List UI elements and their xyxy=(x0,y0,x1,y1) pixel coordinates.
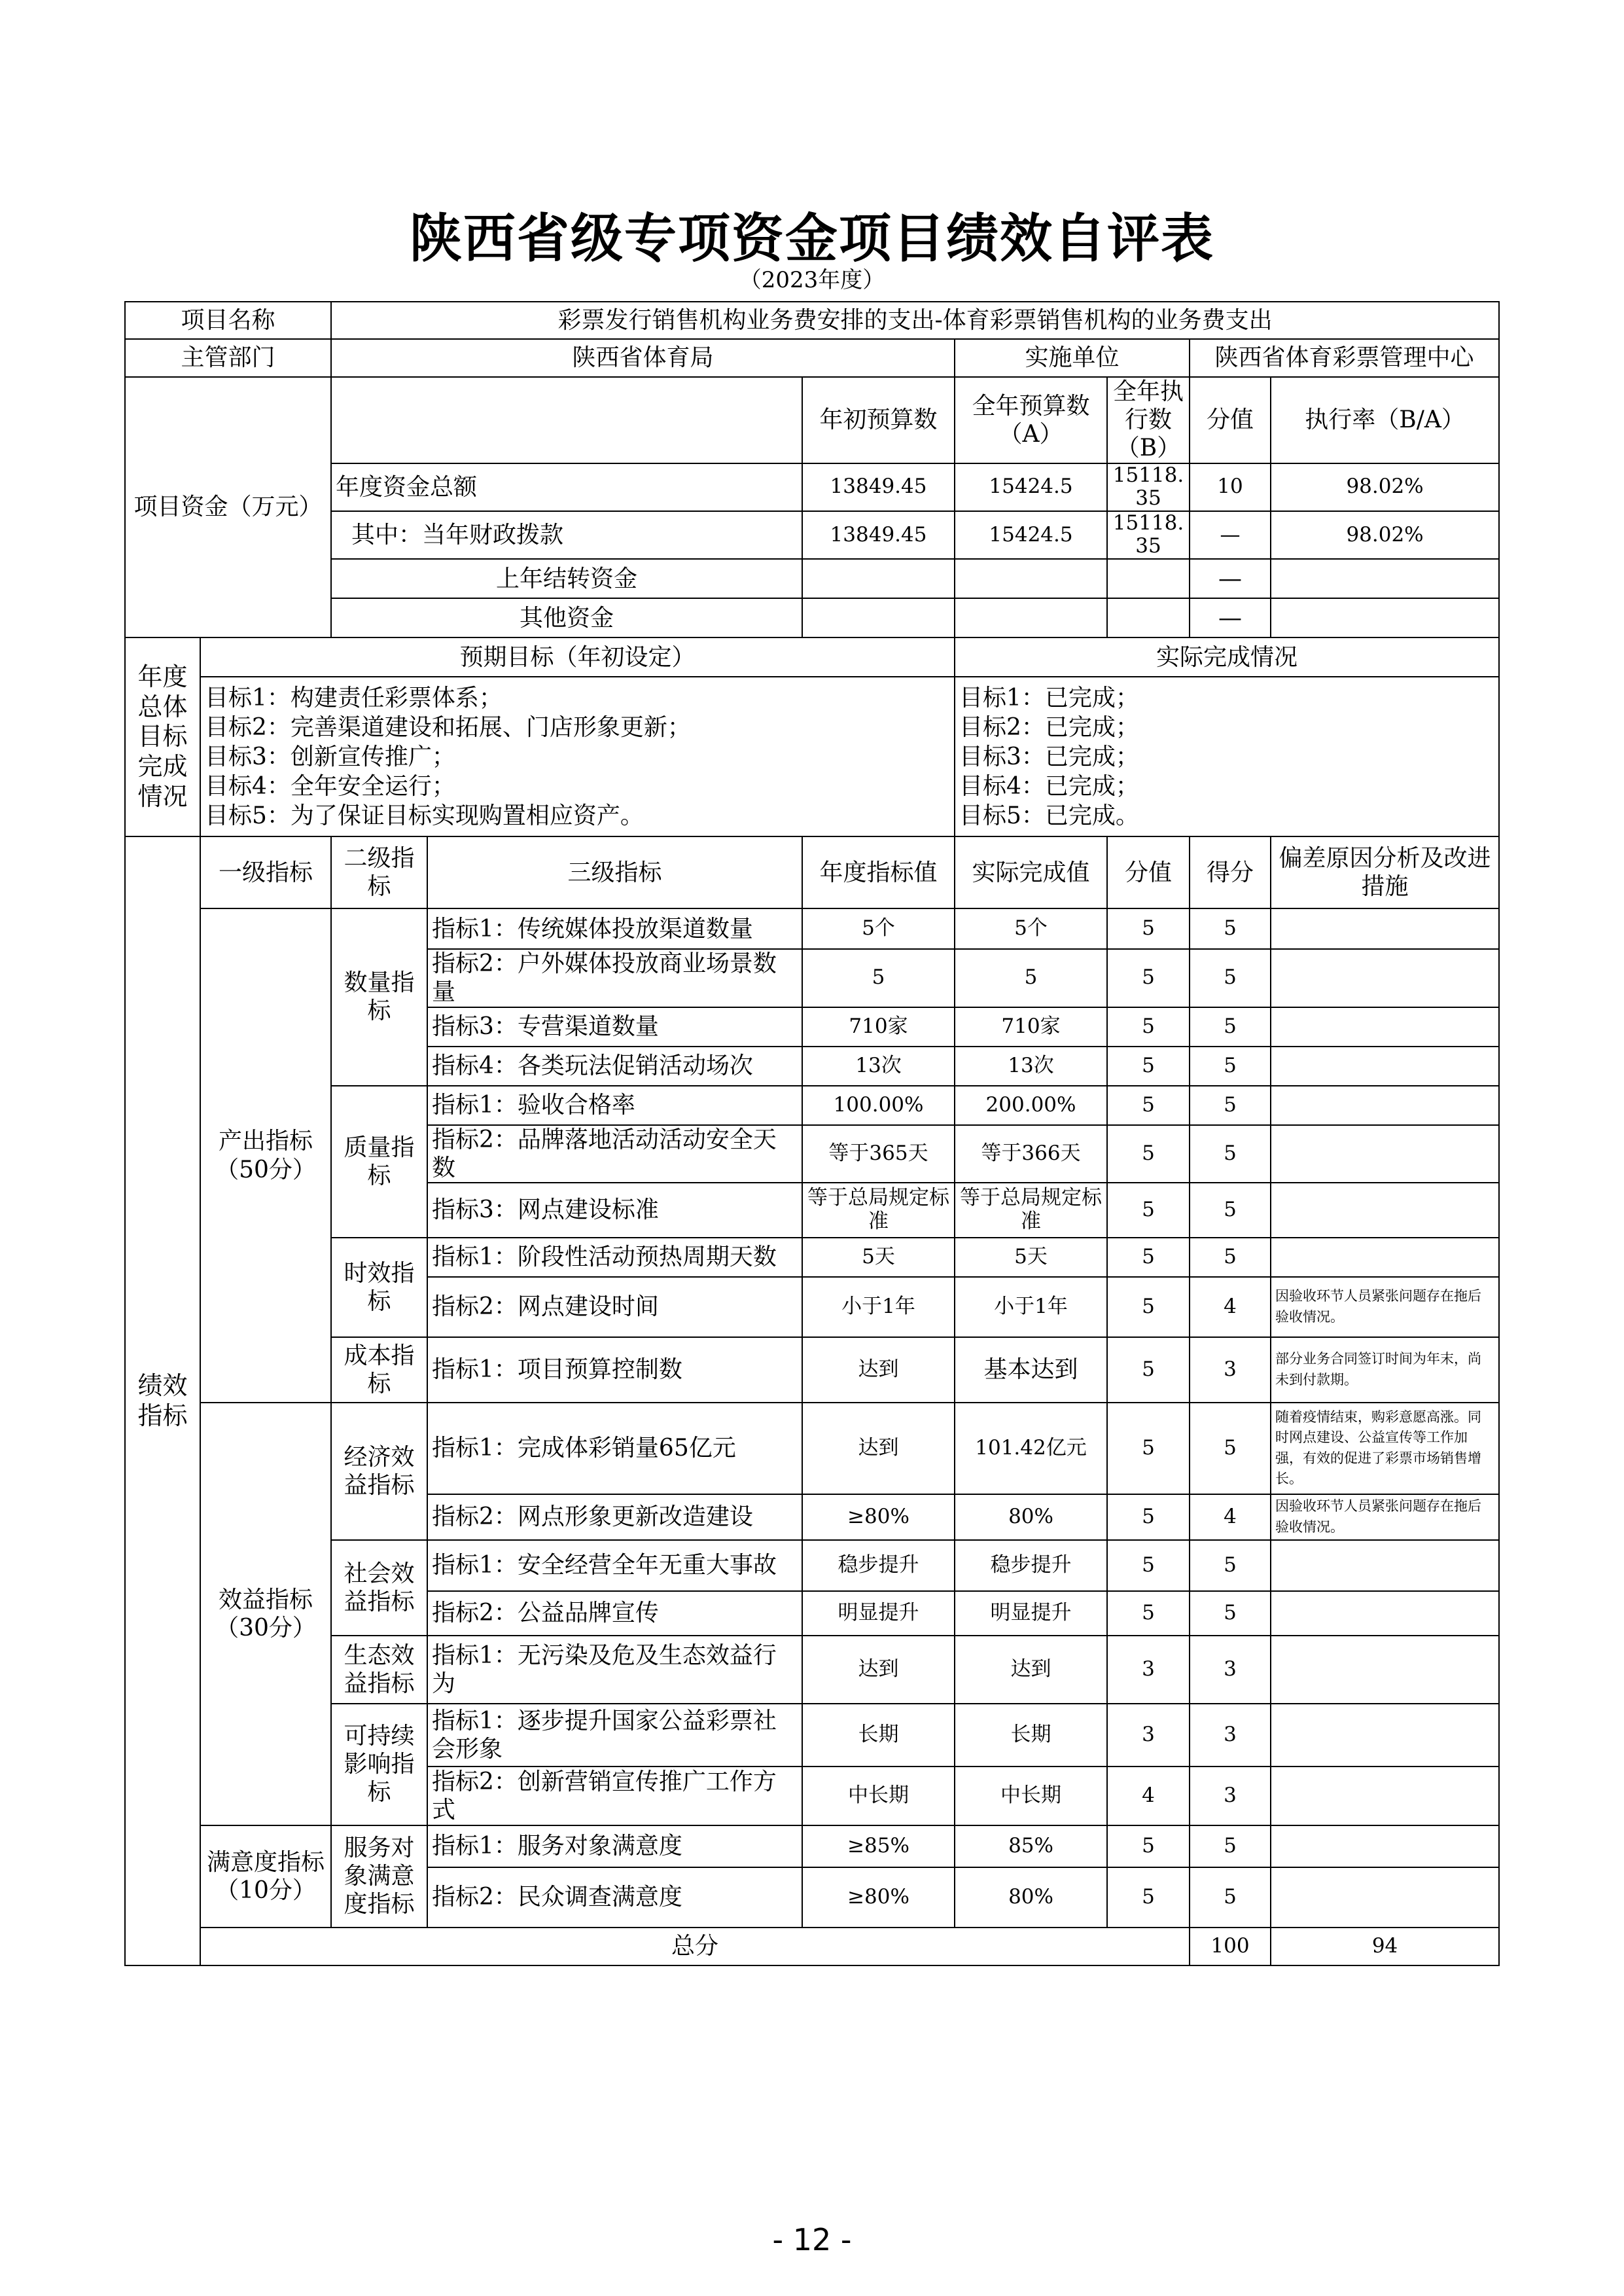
goals-actual-header: 实际完成情况 xyxy=(955,637,1499,677)
funds-header-initial: 年初预算数 xyxy=(802,377,955,463)
indicator-score: 5 xyxy=(1190,1047,1271,1086)
indicator-note xyxy=(1271,1825,1499,1867)
ind-header-actual: 实际完成值 xyxy=(955,836,1107,908)
indicator-score: 5 xyxy=(1190,1125,1271,1183)
funds-header-blank xyxy=(331,377,802,463)
total-label: 总分 xyxy=(200,1928,1190,1965)
funds-row-weight: — xyxy=(1190,559,1271,598)
indicator-score: 4 xyxy=(1190,1277,1271,1337)
indicator-note xyxy=(1271,1867,1499,1928)
indicator-note xyxy=(1271,1636,1499,1704)
indicator-note: 随着疫情结束，购彩意愿高涨。同时网点建设、公益宣传等工作加强，有效的促进了彩票市场销售增长。 xyxy=(1271,1403,1499,1494)
indicator-score: 3 xyxy=(1190,1337,1271,1403)
funds-header-annual: 全年预算数（A） xyxy=(955,377,1107,463)
group-benefit: 效益指标（30分） xyxy=(200,1403,331,1825)
indicator-note xyxy=(1271,1047,1499,1086)
indicator-name: 指标2：品牌落地活动活动安全天数 xyxy=(427,1125,802,1183)
indicator-note: 因验收环节人员紧张问题存在拖后验收情况。 xyxy=(1271,1494,1499,1540)
indicator-weight: 5 xyxy=(1107,1494,1190,1540)
indicator-weight: 5 xyxy=(1107,1540,1190,1591)
indicator-name: 指标4：各类玩法促销活动场次 xyxy=(427,1047,802,1086)
subgroup-quality: 质量指标 xyxy=(331,1086,427,1238)
page-number: - 12 - xyxy=(772,2222,852,2257)
subgroup-social: 社会效益指标 xyxy=(331,1540,427,1636)
indicator-target: 13次 xyxy=(802,1047,955,1086)
funds-row-rate: 98.02% xyxy=(1271,463,1499,511)
indicator-actual: 中长期 xyxy=(955,1767,1107,1825)
dept-label: 主管部门 xyxy=(125,339,331,377)
funds-header-rate: 执行率（B/A） xyxy=(1271,377,1499,463)
funds-label: 项目资金（万元） xyxy=(125,377,331,637)
subgroup-service: 服务对象满意度指标 xyxy=(331,1825,427,1928)
funds-row-initial xyxy=(802,598,955,637)
indicator-actual: 5 xyxy=(955,949,1107,1007)
indicator-score: 5 xyxy=(1190,1403,1271,1494)
indicator-target: 达到 xyxy=(802,1403,955,1494)
impl-label: 实施单位 xyxy=(955,339,1190,377)
indicator-actual: 达到 xyxy=(955,1636,1107,1704)
indicator-name: 指标2：户外媒体投放商业场景数量 xyxy=(427,949,802,1007)
total-score: 94 xyxy=(1271,1928,1499,1965)
subgroup-ecological: 生态效益指标 xyxy=(331,1636,427,1704)
indicator-target: ≥80% xyxy=(802,1494,955,1540)
indicator-actual: 等于总局规定标准 xyxy=(955,1183,1107,1238)
indicator-score: 3 xyxy=(1190,1704,1271,1767)
indicator-actual: 长期 xyxy=(955,1704,1107,1767)
indicator-name: 指标3：专营渠道数量 xyxy=(427,1007,802,1047)
indicator-note: 因验收环节人员紧张问题存在拖后验收情况。 xyxy=(1271,1277,1499,1337)
funds-row-rate xyxy=(1271,559,1499,598)
indicator-actual: 13次 xyxy=(955,1047,1107,1086)
indicator-actual: 等于366天 xyxy=(955,1125,1107,1183)
subgroup-cost: 成本指标 xyxy=(331,1337,427,1403)
subgroup-sustainable: 可持续影响指标 xyxy=(331,1704,427,1825)
ind-header-analysis: 偏差原因分析及改进措施 xyxy=(1271,836,1499,908)
goal-planned-item: 目标2：完善渠道建设和拓展、门店形象更新； xyxy=(205,713,691,741)
indicator-name: 指标1：阶段性活动预热周期天数 xyxy=(427,1238,802,1277)
indicator-note xyxy=(1271,949,1499,1007)
indicator-actual: 85% xyxy=(955,1825,1107,1867)
ind-header-level2: 二级指标 xyxy=(331,836,427,908)
indicator-score: 5 xyxy=(1190,1825,1271,1867)
goal-planned-item: 目标4：全年安全运行； xyxy=(205,772,455,800)
indicator-name: 指标2：公益品牌宣传 xyxy=(427,1591,802,1636)
total-weight: 100 xyxy=(1190,1928,1271,1965)
indicator-weight: 5 xyxy=(1107,1238,1190,1277)
indicators-label: 绩效指标 xyxy=(125,836,200,1965)
funds-row-initial: 13849.45 xyxy=(802,511,955,559)
funds-row-rate: 98.02% xyxy=(1271,511,1499,559)
ind-header-level3: 三级指标 xyxy=(427,836,802,908)
year-subtitle: （2023年度） xyxy=(739,267,885,293)
funds-row-executed: 15118.35 xyxy=(1107,463,1190,511)
indicator-name: 指标1：项目预算控制数 xyxy=(427,1337,802,1403)
indicator-weight: 5 xyxy=(1107,908,1190,949)
funds-header-executed: 全年执行数（B） xyxy=(1107,377,1190,463)
goal-actual-item: 目标5：已完成。 xyxy=(959,802,1139,829)
indicator-target: 达到 xyxy=(802,1636,955,1704)
indicator-target: ≥85% xyxy=(802,1825,955,1867)
funds-row-executed xyxy=(1107,559,1190,598)
goals-planned-header: 预期目标（年初设定） xyxy=(200,637,955,677)
indicator-actual: 5天 xyxy=(955,1238,1107,1277)
indicator-target: 小于1年 xyxy=(802,1277,955,1337)
indicator-actual: 5个 xyxy=(955,908,1107,949)
indicator-score: 3 xyxy=(1190,1636,1271,1704)
ind-header-target: 年度指标值 xyxy=(802,836,955,908)
indicator-note xyxy=(1271,1767,1499,1825)
indicator-actual: 710家 xyxy=(955,1007,1107,1047)
indicator-target: 中长期 xyxy=(802,1767,955,1825)
subgroup-quantity: 数量指标 xyxy=(331,908,427,1085)
indicator-weight: 4 xyxy=(1107,1767,1190,1825)
funds-row-annual: 15424.5 xyxy=(955,511,1107,559)
indicator-name: 指标1：完成体彩销量65亿元 xyxy=(427,1403,802,1494)
indicator-score: 4 xyxy=(1190,1494,1271,1540)
indicator-weight: 5 xyxy=(1107,1125,1190,1183)
goal-actual-item: 目标3：已完成； xyxy=(959,743,1139,770)
indicator-weight: 3 xyxy=(1107,1704,1190,1767)
indicator-score: 5 xyxy=(1190,1183,1271,1238)
funds-row-name: 年度资金总额 xyxy=(331,463,802,511)
indicator-note xyxy=(1271,1591,1499,1636)
goal-planned-item: 目标1：构建责任彩票体系； xyxy=(205,684,503,711)
goal-actual-item: 目标1：已完成； xyxy=(959,684,1139,711)
funds-row-weight: — xyxy=(1190,598,1271,637)
indicator-weight: 5 xyxy=(1107,1867,1190,1928)
indicator-weight: 5 xyxy=(1107,949,1190,1007)
goals-planned-list xyxy=(200,677,955,836)
indicator-target: 等于总局规定标准 xyxy=(802,1183,955,1238)
impl-value: 陕西省体育彩票管理中心 xyxy=(1190,339,1499,377)
indicator-name: 指标1：服务对象满意度 xyxy=(427,1825,802,1867)
ind-header-score: 得分 xyxy=(1190,836,1271,908)
indicator-actual: 101.42亿元 xyxy=(955,1403,1107,1494)
funds-row-weight: — xyxy=(1190,511,1271,559)
indicator-name: 指标1：逐步提升国家公益彩票社会形象 xyxy=(427,1704,802,1767)
indicator-target: 达到 xyxy=(802,1337,955,1403)
indicator-target: 稳步提升 xyxy=(802,1540,955,1591)
indicator-weight: 5 xyxy=(1107,1086,1190,1125)
goal-planned-item: 目标3：创新宣传推广； xyxy=(205,743,455,770)
indicator-target: 100.00% xyxy=(802,1086,955,1125)
indicator-score: 5 xyxy=(1190,1591,1271,1636)
group-satisfaction: 满意度指标（10分） xyxy=(200,1825,331,1928)
indicator-weight: 3 xyxy=(1107,1636,1190,1704)
indicator-target: 明显提升 xyxy=(802,1591,955,1636)
indicator-actual: 明显提升 xyxy=(955,1591,1107,1636)
indicator-score: 5 xyxy=(1190,908,1271,949)
indicator-actual: 80% xyxy=(955,1867,1107,1928)
funds-row-annual: 15424.5 xyxy=(955,463,1107,511)
funds-row-annual xyxy=(955,598,1107,637)
indicator-note xyxy=(1271,1238,1499,1277)
indicator-actual: 基本达到 xyxy=(955,1337,1107,1403)
indicator-weight: 5 xyxy=(1107,1047,1190,1086)
indicator-note xyxy=(1271,1007,1499,1047)
funds-row-rate xyxy=(1271,598,1499,637)
funds-row-annual xyxy=(955,559,1107,598)
funds-row-name: 其他资金 xyxy=(331,598,802,637)
funds-row-executed: 15118.35 xyxy=(1107,511,1190,559)
subgroup-economic: 经济效益指标 xyxy=(331,1403,427,1540)
indicator-target: 5天 xyxy=(802,1238,955,1277)
indicator-name: 指标1：安全经营全年无重大事故 xyxy=(427,1540,802,1591)
indicator-note xyxy=(1271,1540,1499,1591)
funds-row-initial: 13849.45 xyxy=(802,463,955,511)
ind-header-level1: 一级指标 xyxy=(200,836,331,908)
indicator-score: 5 xyxy=(1190,1238,1271,1277)
group-output: 产出指标（50分） xyxy=(200,908,331,1403)
indicator-target: 等于365天 xyxy=(802,1125,955,1183)
indicator-note xyxy=(1271,908,1499,949)
page-title: 陕西省级专项资金项目绩效自评表 xyxy=(410,208,1214,269)
indicator-note xyxy=(1271,1183,1499,1238)
funds-header-weight: 分值 xyxy=(1190,377,1271,463)
subgroup-timeliness: 时效指标 xyxy=(331,1238,427,1337)
indicator-actual: 200.00% xyxy=(955,1086,1107,1125)
goals-actual-list xyxy=(955,677,1499,836)
indicator-weight: 5 xyxy=(1107,1337,1190,1403)
indicator-weight: 5 xyxy=(1107,1183,1190,1238)
indicator-weight: 5 xyxy=(1107,1277,1190,1337)
funds-row-weight: 10 xyxy=(1190,463,1271,511)
indicator-note: 部分业务合同签订时间为年末，尚未到付款期。 xyxy=(1271,1337,1499,1403)
indicator-score: 5 xyxy=(1190,949,1271,1007)
funds-row-name: 上年结转资金 xyxy=(331,559,802,598)
indicator-score: 5 xyxy=(1190,1007,1271,1047)
indicator-target: 长期 xyxy=(802,1704,955,1767)
indicator-target: ≥80% xyxy=(802,1867,955,1928)
indicator-name: 指标1：无污染及危及生态效益行为 xyxy=(427,1636,802,1704)
project-name-label: 项目名称 xyxy=(125,302,331,339)
goal-actual-item: 目标4：已完成； xyxy=(959,772,1139,800)
indicator-name: 指标1：传统媒体投放渠道数量 xyxy=(427,908,802,949)
indicator-weight: 5 xyxy=(1107,1825,1190,1867)
indicator-name: 指标2：创新营销宣传推广工作方式 xyxy=(427,1767,802,1825)
indicator-name: 指标2：民众调查满意度 xyxy=(427,1867,802,1928)
indicator-name: 指标2：网点形象更新改造建设 xyxy=(427,1494,802,1540)
goals-label: 年度总体目标完成情况 xyxy=(125,637,200,836)
indicator-name: 指标2：网点建设时间 xyxy=(427,1277,802,1337)
funds-row-executed xyxy=(1107,598,1190,637)
indicator-score: 5 xyxy=(1190,1540,1271,1591)
indicator-weight: 5 xyxy=(1107,1591,1190,1636)
indicator-target: 5 xyxy=(802,949,955,1007)
indicator-actual: 稳步提升 xyxy=(955,1540,1107,1591)
indicator-score: 3 xyxy=(1190,1767,1271,1825)
indicator-name: 指标1：验收合格率 xyxy=(427,1086,802,1125)
indicator-target: 5个 xyxy=(802,908,955,949)
evaluation-table xyxy=(124,301,1500,1966)
indicator-score: 5 xyxy=(1190,1867,1271,1928)
goal-actual-item: 目标2：已完成； xyxy=(959,713,1139,741)
indicator-target: 710家 xyxy=(802,1007,955,1047)
project-name: 彩票发行销售机构业务费安排的支出-体育彩票销售机构的业务费支出 xyxy=(331,302,1499,339)
indicator-score: 5 xyxy=(1190,1086,1271,1125)
indicator-weight: 5 xyxy=(1107,1403,1190,1494)
indicator-actual: 小于1年 xyxy=(955,1277,1107,1337)
goal-planned-item: 目标5：为了保证目标实现购置相应资产。 xyxy=(205,802,644,829)
funds-row-name: 其中：当年财政拨款 xyxy=(331,511,802,559)
indicator-weight: 5 xyxy=(1107,1007,1190,1047)
ind-header-weight: 分值 xyxy=(1107,836,1190,908)
indicator-note xyxy=(1271,1125,1499,1183)
indicator-note xyxy=(1271,1086,1499,1125)
indicator-actual: 80% xyxy=(955,1494,1107,1540)
dept-value: 陕西省体育局 xyxy=(331,339,955,377)
funds-row-initial xyxy=(802,559,955,598)
indicator-name: 指标3：网点建设标准 xyxy=(427,1183,802,1238)
indicator-note xyxy=(1271,1704,1499,1767)
